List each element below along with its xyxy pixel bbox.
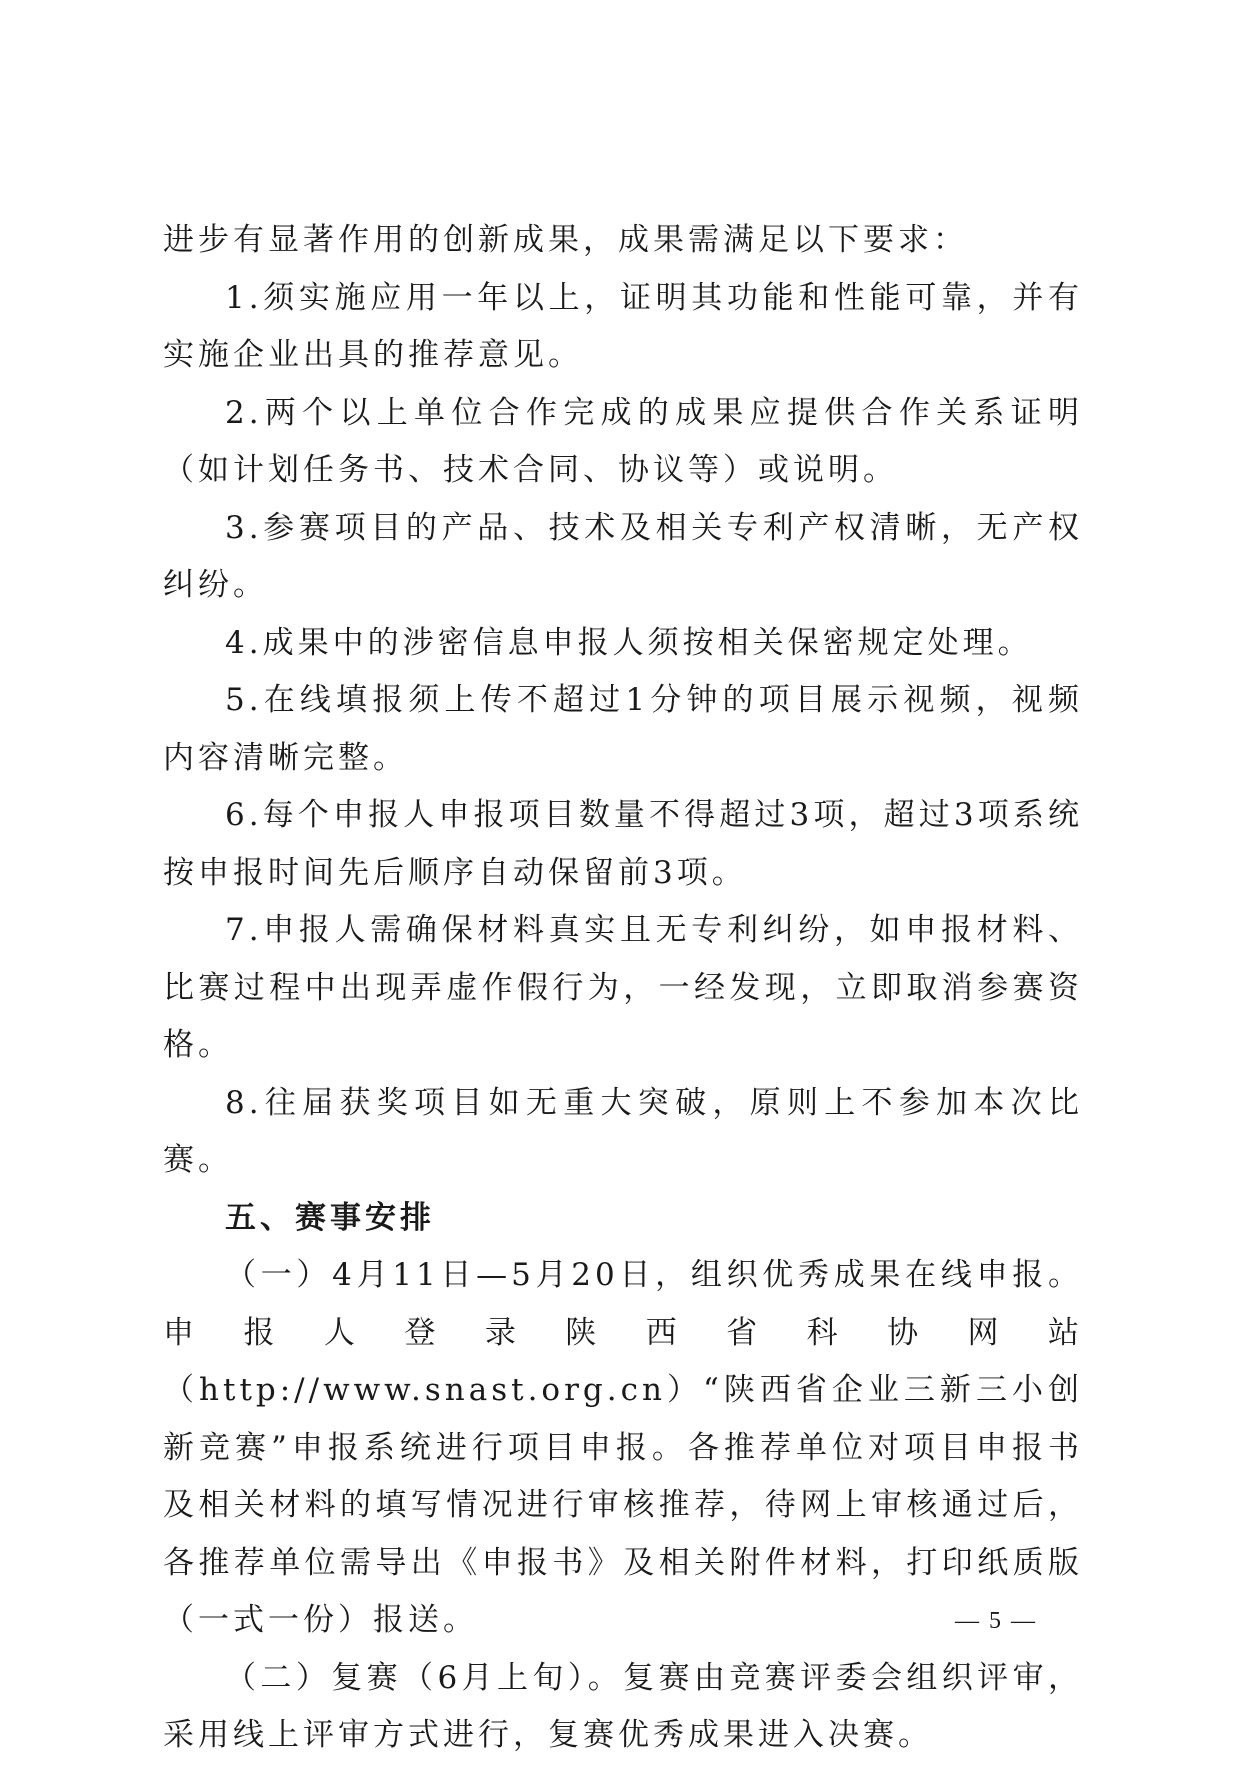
section-heading: 五、赛事安排 [225, 1199, 435, 1236]
requirement-7: 7.申报人需确保材料真实且无专利纠纷，如申报材料、比赛过程中出现弄虚作假行为，一经发现，立即取消参赛资格。 [163, 912, 1083, 1063]
schedule-step-2: （二）复赛（6月上旬）。复赛由竞赛评委会组织评审，采用线上评审方式进行，复赛优秀成果进入决赛。 [163, 1659, 1083, 1753]
document-body [163, 212, 1083, 1765]
requirement-5: 5.在线填报须上传不超过1分钟的项目展示视频，视频内容清晰完整。 [163, 682, 1083, 776]
schedule-step-1: （一）4月11日—5月20日，组织优秀成果在线申报。申报人登录陕西省科协网站（http://www.snast.org.cn）“陕西省企业三新三小创新竞赛”申报系统进行项目申报。各推荐单位对项目申报书及相关材料的填写情况进行审核推荐，待网上审核通过后，各推荐单位需导出《申报书》及相关附件材料，打印纸质版（一式一份）报送。 [163, 1257, 1083, 1638]
paragraph-continuation: 进步有显著作用的创新成果，成果需满足以下要求： [163, 222, 968, 258]
requirement-1: 1.须实施应用一年以上，证明其功能和性能可靠，并有实施企业出具的推荐意见。 [163, 279, 1083, 373]
page-number: — 5 — [955, 1608, 1037, 1634]
requirement-3: 3.参赛项目的产品、技术及相关专利产权清晰，无产权纠纷。 [163, 509, 1083, 603]
requirement-8: 8.往届获奖项目如无重大突破，原则上不参加本次比赛。 [163, 1084, 1083, 1178]
requirement-6: 6.每个申报人申报项目数量不得超过3项，超过3项系统按申报时间先后顺序自动保留前3项。 [163, 797, 1083, 891]
requirement-2: 2.两个以上单位合作完成的成果应提供合作关系证明（如计划任务书、技术合同、协议等）或说明。 [163, 394, 1083, 488]
requirement-4: 4.成果中的涉密信息申报人须按相关保密规定处理。 [225, 624, 1033, 661]
